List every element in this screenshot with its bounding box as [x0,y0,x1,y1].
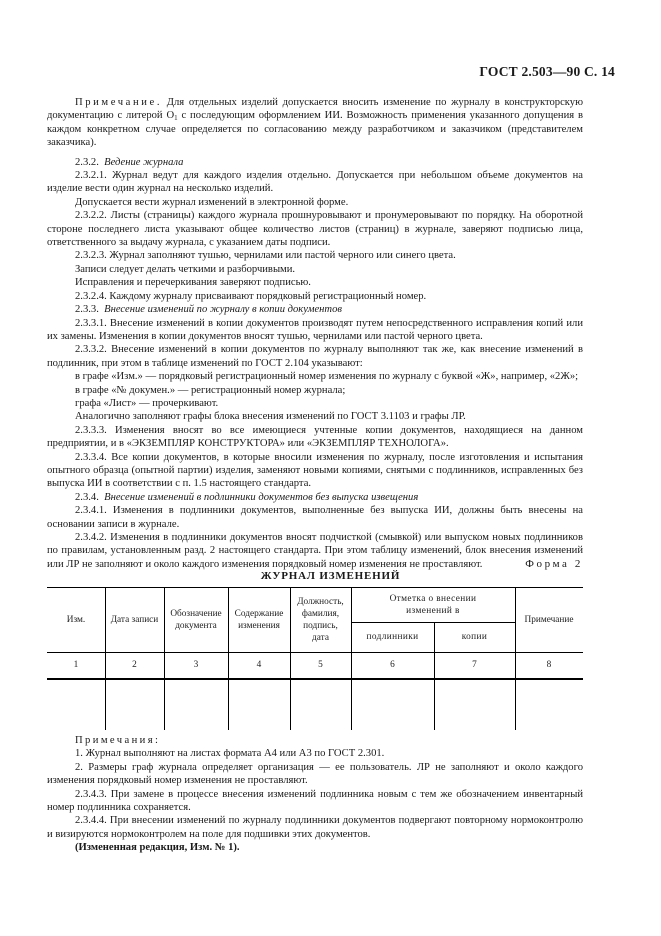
paragraph: 2.3.2.2. Листы (страницы) каждого журнала прошнуровывают и пронумеровывают по порядку. На оборотной стороне последнего листа указывают общее количество листов (страниц) в журнале, заверяют подписью лица, ответственного за выдачу журнала, с указанием даты подписи. [47,210,583,249]
paragraph-note: Примечание. Для отдельных изделий допускается вносить изменение по журналу в конструкторскую документацию с литерой $О_1$ с последующим оформлением ИИ. Возможность применения указанного допущения в каждом конкретном случае определяется по согласованию между разработчиком и заказчиком (представителем заказчика). [47,97,583,149]
paragraph: Допускается вести журнал изменений в электронной форме. [75,196,349,208]
note-label: Примечание. [75,97,163,108]
page-header: ГОСТ 2.503—90 С. 14 [479,64,615,79]
paragraph-2-3-4-4: 2.3.4.4. При внесении изменений по журналу подлинники документов подвергают повторному нормоконтролю и визируются нормоконтролем на поле для подшивки этих документов. [47,815,583,840]
revision-note: (Измененная редакция, Изм. № 1). [75,842,240,854]
paragraph: в графе «№ докумен.» — регистрационный номер журнала; [75,384,346,396]
column-header-content: Содержание изменения [234,608,284,631]
note-item: 1. Журнал выполняют на листах формата А4 или А3 по ГОСТ 2.301. [75,748,385,760]
paragraph: 2.3.2.3. Журнал заполняют тушью, чернилами или пастой черного или синего цвета. [75,250,456,262]
paragraph: в графе «Изм.» — порядковый регистрационный номер изменения по журналу с буквой «Ж», например, «2Ж»; [75,371,579,383]
column-number: 6 [390,660,395,670]
document-body [47,96,583,571]
paragraph-2-3-4-3: 2.3.4.3. При замене в процессе внесения изменений подлинника новым с тем же обозначением инвентарный номер подлинника сохраняется. [47,788,583,814]
column-number: 5 [318,660,323,670]
form-label: Форма 2 [525,558,583,570]
column-number: 1 [73,660,79,670]
paragraph: Аналогично заполняют графы блока внесения изменений по ГОСТ 3.1103 и графы ЛР. [75,411,466,423]
column-header-izm: Изм. [66,614,86,625]
column-number: 3 [193,660,199,670]
paragraph: 2.3.3.4. Все копии документов, в которые вносили изменения по журналу, после изготовления и испытания опытного образца (опытной партии) изделия, заменяют новыми копиями, снятыми с подлинников, исправленных без выпуска ИИ в соответствии с п. 1.5 настоящего стандарта. [47,451,583,490]
paragraph: 2.3.4.1. Изменения в подлинники документов, выполненные без выпуска ИИ, должны быть внесены на основании записи в журнале. [47,505,583,530]
paragraph: 2.3.2.4. Каждому журналу присваивают порядковый регистрационный номер. [75,290,427,302]
column-header-designation: Обозначение документа [170,608,222,631]
paragraph: 2.3.2.1. Журнал ведут для каждого изделия отдельно. Допускается при небольшом объеме документов на изделие вести один журнал на несколько изделий. [47,170,583,195]
paragraph: 2.3.3.2. Внесение изменений в копии документов по журналу выполняют так же, как внесение изменений в подлинник, при этом в таблице изменений по ГОСТ 2.104 указывают: [47,344,583,369]
table-title: ЖУРНАЛ ИЗМЕНЕНИЙ [260,570,401,582]
paragraph: 2.3.3.3. Изменения вносят во все имеющиеся учтенные копии документов, находящиеся на данном предприятии, и в «ЭКЗЕМПЛЯР КОНСТРУКТОРА» или «ЭКЗЕМПЛЯР ТЕХНОЛОГА». [47,424,583,450]
section-heading-2-3-4: 2.3.4. Внесение изменений в подлинники документов без выпуска извещения [75,491,419,503]
column-header-originals: подлинники [366,632,419,642]
notes-section [47,734,583,855]
column-header-position: Должность, фамилия, подпись, дата [297,596,344,643]
paragraph: 2.3.3.1. Внесение изменений в копии документов производят путем непосредственного исправления копий или их замены. Изменения в копии документов вносят тушью, чернилами или пастой черного цвета. [47,317,583,342]
column-number: 8 [546,660,552,670]
paragraph: графа «Лист» — прочеркивают. [75,397,219,409]
section-heading-2-3-3: 2.3.3. Внесение изменений по журналу в копии документов [75,304,342,316]
column-number: 2 [132,660,137,670]
column-header-date: Дата записи [110,614,159,625]
column-header-copies: копии [461,632,488,642]
journal-table [47,587,583,730]
paragraph: Исправления и перечеркивания заверяют подписью. [75,277,311,289]
column-header-group-mark: Отметка о внесении изменений в [389,593,477,616]
column-header-note: Примечание [524,614,574,625]
column-number: 4 [256,660,262,670]
paragraph: Записи следует делать четкими и разборчивыми. [75,263,296,275]
paragraph: 2.3.4.2. Изменения в подлинники документов вносят подчисткой (смывкой) или выпуском новых подлинников по правилам, установленным разд. 2 настоящего стандарта. При этом таблицу изменений, блок внесения изменений или ЛР не заполняют и около каждого изменения порядковый номер изменения не проставляют. [47,532,583,570]
note-item: 2. Размеры граф журнала определяет организация — ее пользователь. ЛР не заполняют и около каждого изменения порядковый номер изменения не проставляют. [47,761,583,787]
column-number: 7 [472,660,477,670]
notes-title: Примечания: [75,735,161,746]
section-heading-2-3-2: 2.3.2. Ведение журнала [75,156,184,168]
